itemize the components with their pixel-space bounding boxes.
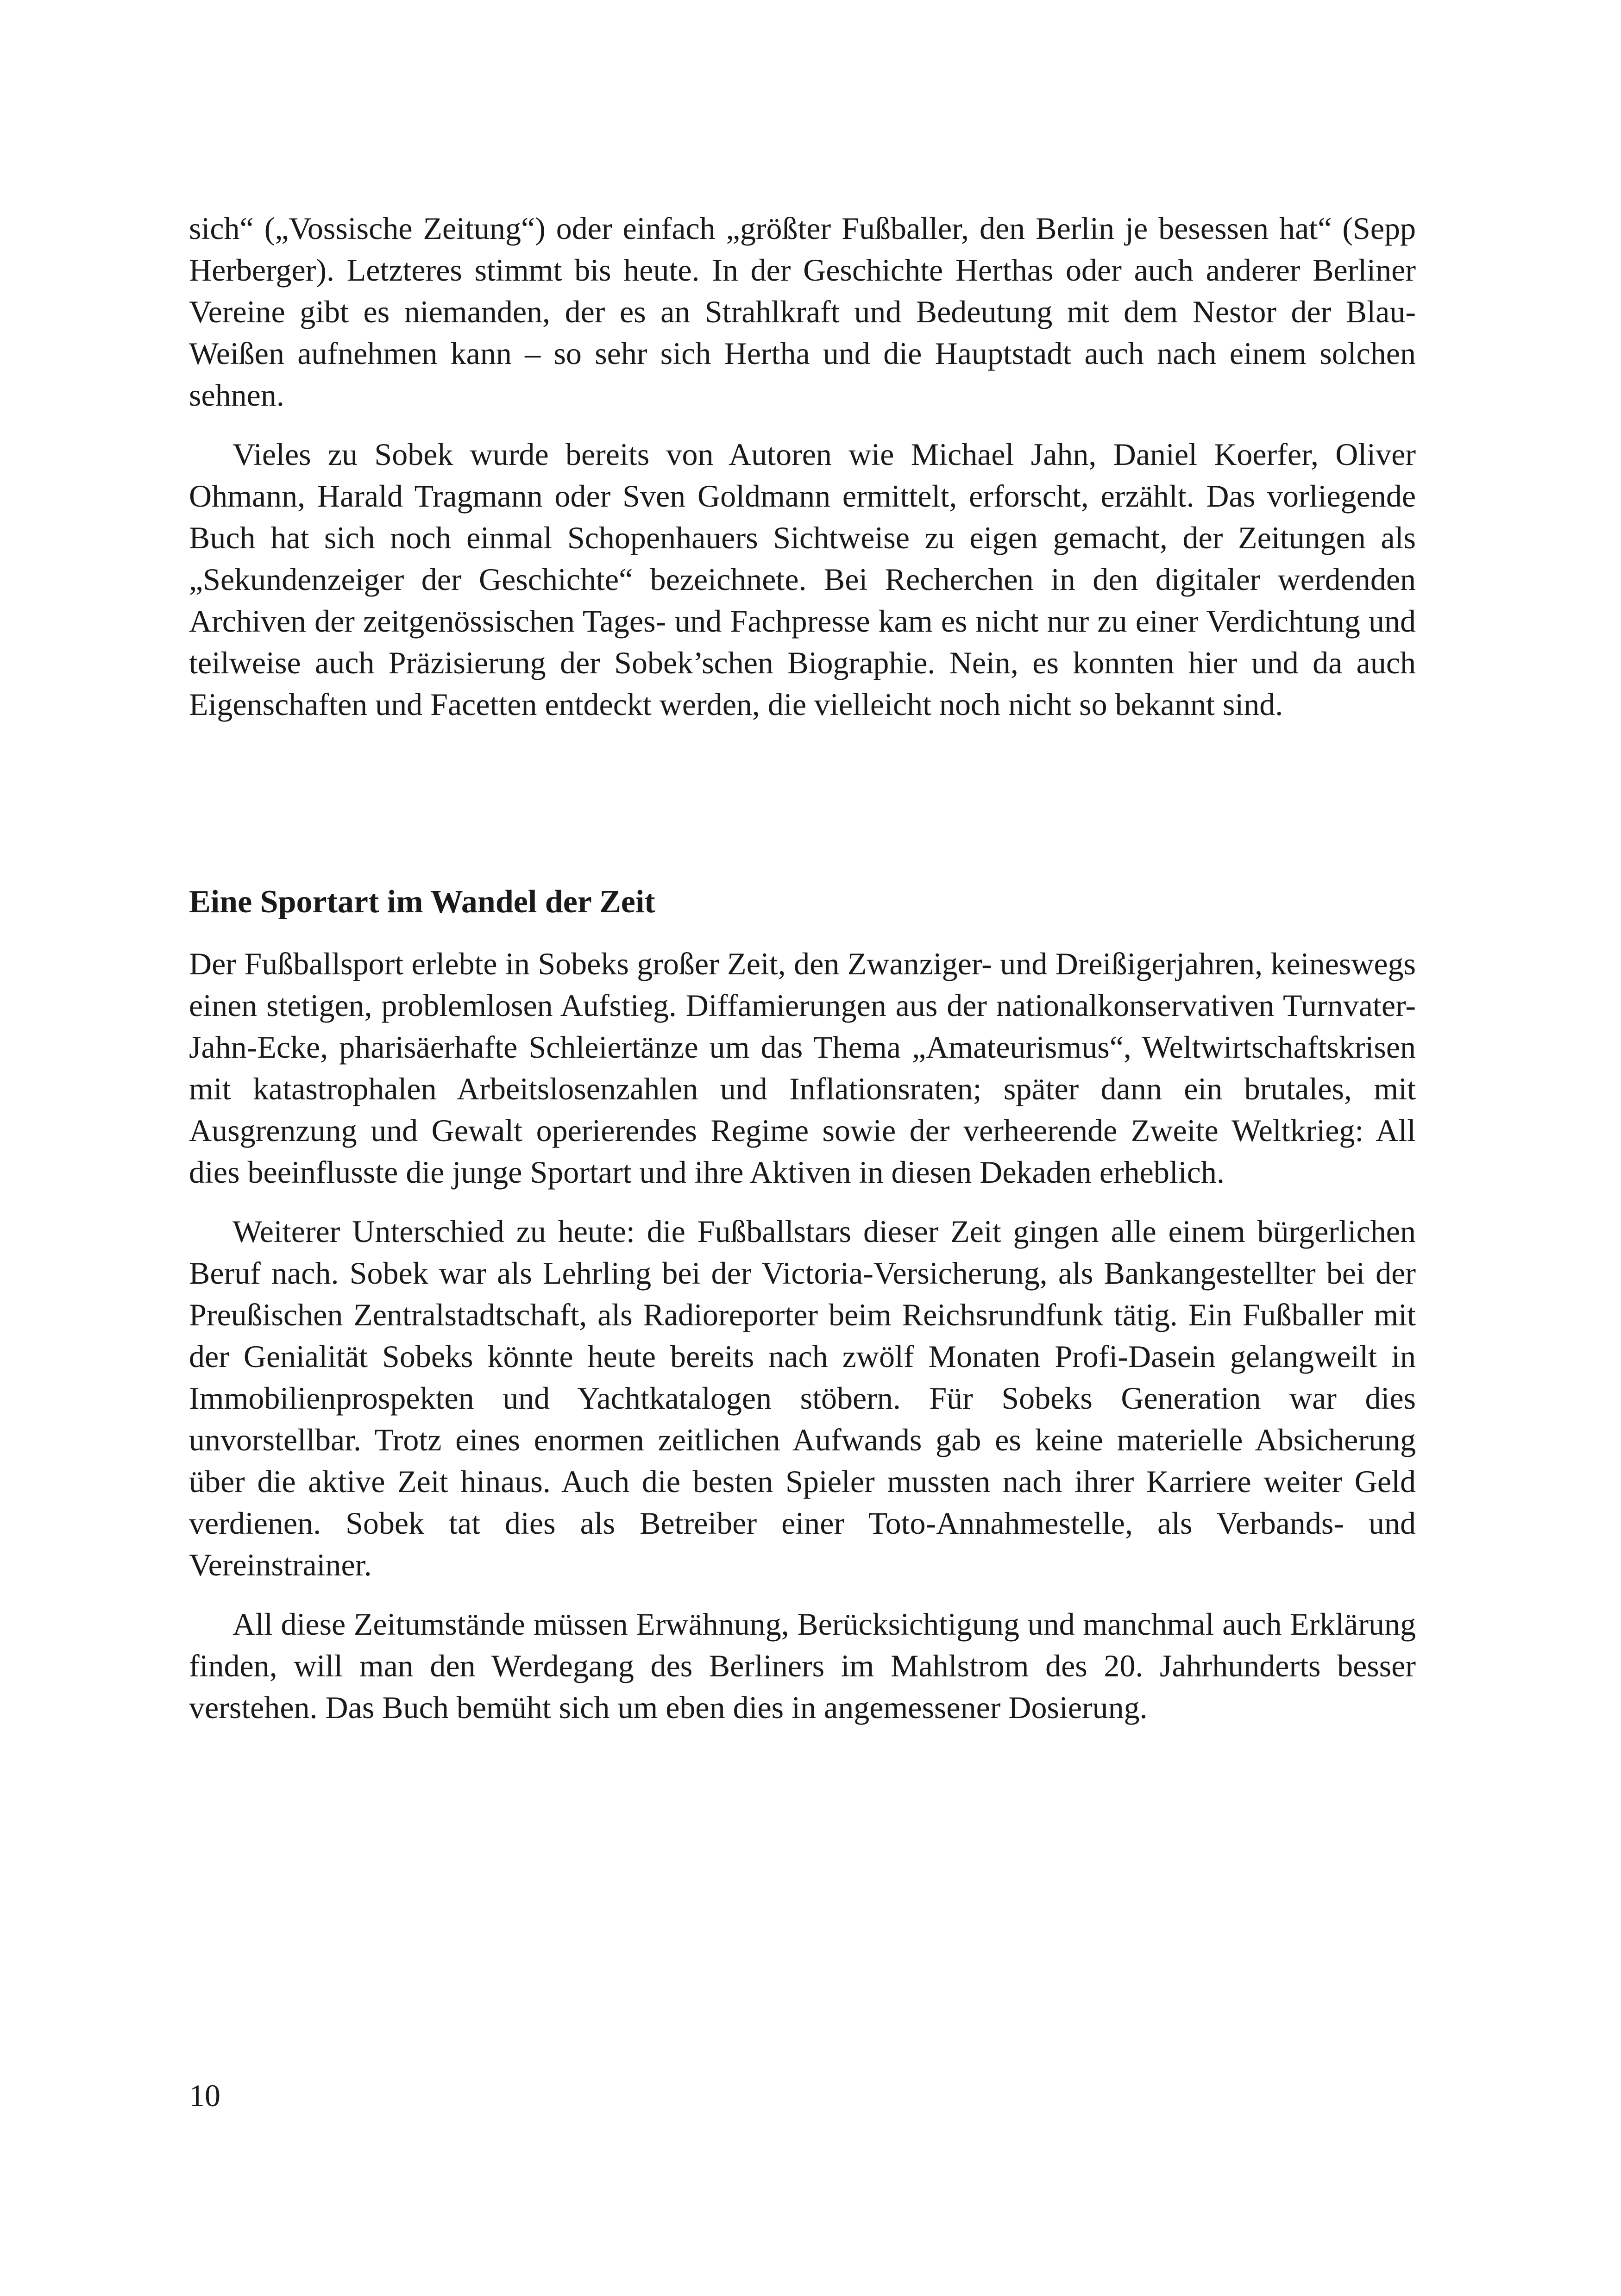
section-sportart — [189, 943, 1416, 1728]
page-number: 10 — [189, 2078, 220, 2113]
section-heading: Eine Sportart im Wandel der Zeit — [189, 884, 655, 920]
paragraph-continuation: sich“ („Vossische Zeitung“) oder einfach „größter Fußballer, den Berlin je besessen hat“ (Sepp Herberger). Letzteres stimmt bis heute. In der Geschichte Herthas oder auch anderer Berliner Vereine gibt es niemanden, der es an Strahlkraft und Bedeutung mit dem Nestor der Blau-Weißen aufnehmen kann – so sehr sich Hertha und die Hauptstadt auch nach einem solchen sehnen. — [189, 211, 1416, 413]
paragraph-authors: Vieles zu Sobek wurde bereits von Autoren wie Michael Jahn, Daniel Koerfer, Oliver Ohmann, Harald Tragmann oder Sven Goldmann ermittelt, erforscht, erzählt. Das vorliegende Buch hat sich noch einmal Schopenhauers Sichtweise zu eigen gemacht, der Zeitungen als „Sekundenzeiger der Geschichte“ bezeichnete. Bei Recherchen in den digitaler werdenden Archiven der zeitgenössischen Tages- und Fachpresse kam es nicht nur zu einer Verdichtung und teilweise auch Präzisierung der Sobek’schen Biographie. Nein, es konnten hier und da auch Eigenschaften und Facetten entdeckt werden, die vielleicht noch nicht so bekannt sind. — [189, 437, 1416, 722]
paragraph-beruf: Weiterer Unterschied zu heute: die Fußballstars dieser Zeit gingen alle einem bürgerlichen Beruf nach. Sobek war als Lehrling bei der Victoria-Versicherung, als Bankangestellter bei der Preußischen Zentralstadtschaft, als Radioreporter beim Reichsrundfunk tätig. Ein Fußballer mit der Genialität Sobeks könnte heute bereits nach zwölf Monaten Profi-Dasein gelangweilt in Immobilienprospekten und Yachtkatalogen stöbern. Für Sobeks Generation war dies unvorstellbar. Trotz eines enormen zeitlichen Aufwands gab es keine materielle Absicherung über die aktive Zeit hinaus. Auch die besten Spieler mussten nach ihrer Karriere weiter Geld verdienen. Sobek tat dies als Betreiber einer Toto-Annahmestelle, als Verbands- und Vereinstrainer. — [189, 1214, 1416, 1582]
paragraph-zeitgeschichte: Der Fußballsport erlebte in Sobeks großer Zeit, den Zwanziger- und Dreißigerjahren, keineswegs einen stetigen, problemlosen Aufstieg. Diffamierungen aus der nationalkonservativen Turnvater-Jahn-Ecke, pharisäerhafte Schleiertänze um das Thema „Amateurismus“, Weltwirtschaftskrisen mit katastrophalen Arbeitslosenzahlen und Inflationsraten; später dann ein brutales, mit Ausgrenzung und Gewalt operierendes Regime sowie der verheerende Zweite Weltkrieg: All dies beeinflusste die junge Sportart und ihre Aktiven in diesen Dekaden erheblich. — [189, 946, 1416, 1190]
paragraph-zeitumstaende: All diese Zeitumstände müssen Erwähnung, Berücksichtigung und manchmal auch Erklärung finden, will man den Werdegang des Berliners im Mahlstrom des 20. Jahrhunderts besser verstehen. Das Buch bemüht sich um eben dies in angemessener Dosierung. — [189, 1606, 1416, 1725]
section-intro — [189, 207, 1416, 725]
